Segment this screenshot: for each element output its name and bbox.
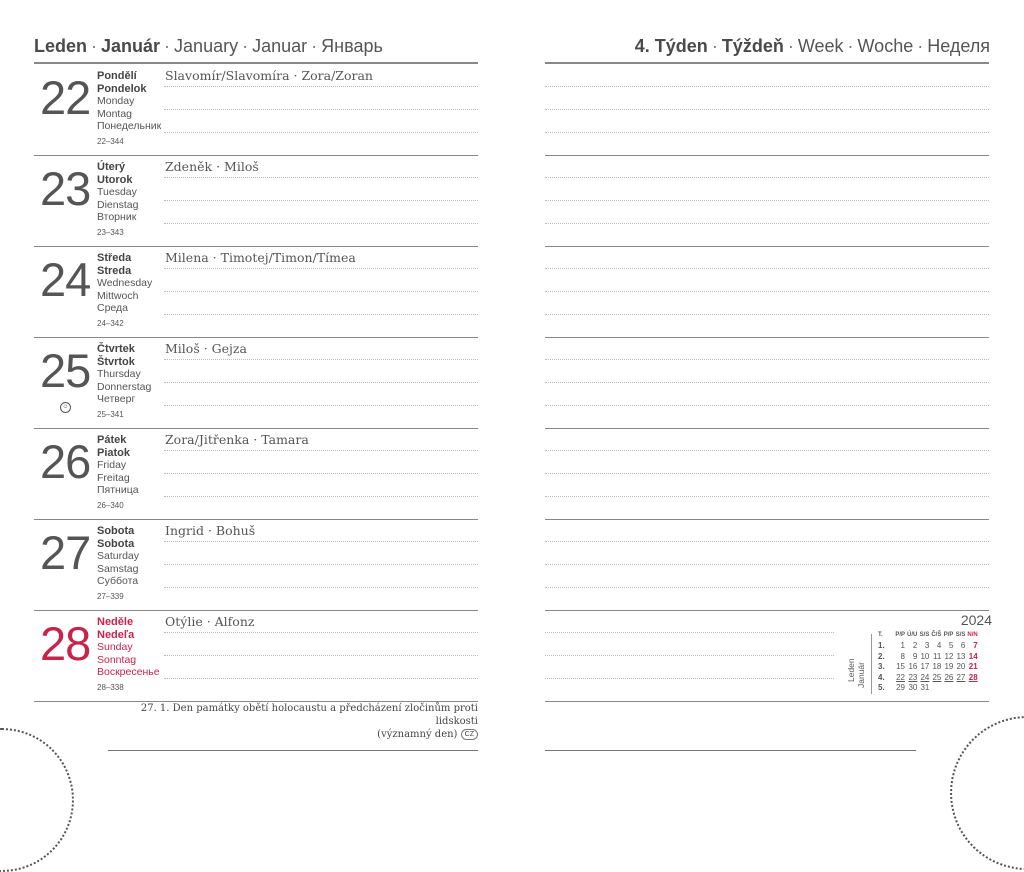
calendar-header-row: T. P/P Ú/U S/S Č/Š P/P S/S N/N	[878, 632, 978, 639]
left-page-header: Leden · Január · January · Januar · Январь	[34, 36, 383, 56]
calendar-week-row: 1. 1 2 3 4 5 6 7	[878, 641, 978, 651]
holiday-note: 27. 1. Den památky obětí holocaustu a předcházení zločinům proti lidskosti (významný den) CZ	[140, 703, 478, 740]
full-moon-icon: ☺	[60, 402, 71, 413]
calendar-grid	[877, 630, 979, 693]
week-en: Week	[797, 36, 844, 56]
month-ru: Январь	[321, 36, 383, 56]
month-de: Januar	[252, 36, 308, 56]
day-of-year-code: 25–341	[97, 409, 124, 419]
calendar-week-row-current: 4. 22 23 24 25 26 27 28	[878, 672, 978, 682]
right-bottom-rule	[545, 750, 916, 751]
week-de: Woche	[857, 36, 914, 56]
month-cz: Leden	[34, 36, 88, 56]
month-en: January	[174, 36, 239, 56]
calendar-week-row: 5. 29 30 31	[878, 683, 930, 693]
day-of-year-code: 26–340	[97, 500, 124, 510]
day-labels: Středa Streda Wednesday Mittwoch Среда 24–342	[97, 252, 152, 330]
day-block-wednesday[interactable]	[34, 246, 478, 338]
week-ru: Неделя	[927, 36, 990, 56]
day-number: 24	[40, 253, 91, 306]
day-labels: Pondělí Pondelok Monday Montag Понедельник 22–344	[97, 70, 161, 148]
decorative-dotted-arc-right	[950, 716, 1024, 870]
right-page-header: 4. Týden · Týždeň · Week · Woche · Неделя	[634, 36, 990, 56]
day-of-year-code: 24–342	[97, 318, 124, 328]
day-number: 23	[40, 162, 91, 215]
day-block-thursday[interactable]	[34, 337, 478, 429]
notes-block-4[interactable]	[545, 337, 989, 429]
day-block-monday[interactable]	[34, 64, 478, 156]
day-of-year-code: 28–338	[97, 682, 124, 692]
notes-block-3[interactable]	[545, 246, 989, 338]
left-bottom-rule	[108, 750, 478, 751]
name-days: Otýlie · Alfonz	[165, 614, 255, 629]
day-labels: Čtvrtek Štvrtok Thursday Donnerstag Четверг 25–341	[97, 343, 151, 421]
notes-block-1[interactable]	[545, 64, 989, 156]
month-sk: Január	[101, 36, 161, 56]
decorative-dotted-arc-left	[0, 728, 74, 872]
calendar-week-row: 2. 8 9 10 11 12 13 14	[878, 651, 978, 661]
day-block-saturday[interactable]	[34, 519, 478, 611]
name-days: Zdeněk · Miloš	[165, 159, 259, 174]
day-labels: Sobota Sobota Saturday Samstag Суббота 27–339	[97, 525, 139, 603]
week-cz: 4. Týden	[634, 36, 708, 56]
calendar-year: 2024	[960, 612, 992, 628]
day-of-year-code: 27–339	[97, 591, 124, 601]
name-days: Ingrid · Bohuš	[165, 523, 256, 538]
day-block-sunday[interactable]	[34, 610, 478, 702]
calendar-month-label: Leden Január	[846, 658, 866, 688]
calendar-week-row: 3. 15 16 17 18 19 20 21	[878, 662, 978, 672]
day-block-tuesday[interactable]	[34, 155, 478, 247]
day-labels: Pátek Piatok Friday Freitag Пятница 26–340	[97, 434, 139, 512]
name-days: Zora/Jitřenka · Tamara	[165, 432, 309, 447]
day-number: 28	[40, 617, 91, 670]
notes-block-6[interactable]	[545, 519, 989, 611]
day-labels: Neděle Nedeľa Sunday Sonntag Воскресенье 28–338	[97, 616, 160, 694]
name-days: Slavomír/Slavomíra · Zora/Zoran	[165, 68, 373, 83]
day-number: 25	[40, 344, 91, 397]
day-of-year-code: 23–343	[97, 227, 124, 237]
day-of-year-code: 22–344	[97, 136, 124, 146]
notes-block-2[interactable]	[545, 155, 989, 247]
notes-block-5[interactable]	[545, 428, 989, 520]
name-days: Miloš · Gejza	[165, 341, 247, 356]
day-number: 22	[40, 71, 91, 124]
day-number: 27	[40, 526, 91, 579]
day-block-friday[interactable]	[34, 428, 478, 520]
name-days: Milena · Timotej/Timon/Tímea	[165, 250, 356, 265]
week-sk: Týždeň	[721, 36, 784, 56]
day-labels: Úterý Utorok Tuesday Dienstag Вторник 23–343	[97, 161, 138, 239]
day-number: 26	[40, 435, 91, 488]
country-badge: CZ	[461, 729, 478, 740]
